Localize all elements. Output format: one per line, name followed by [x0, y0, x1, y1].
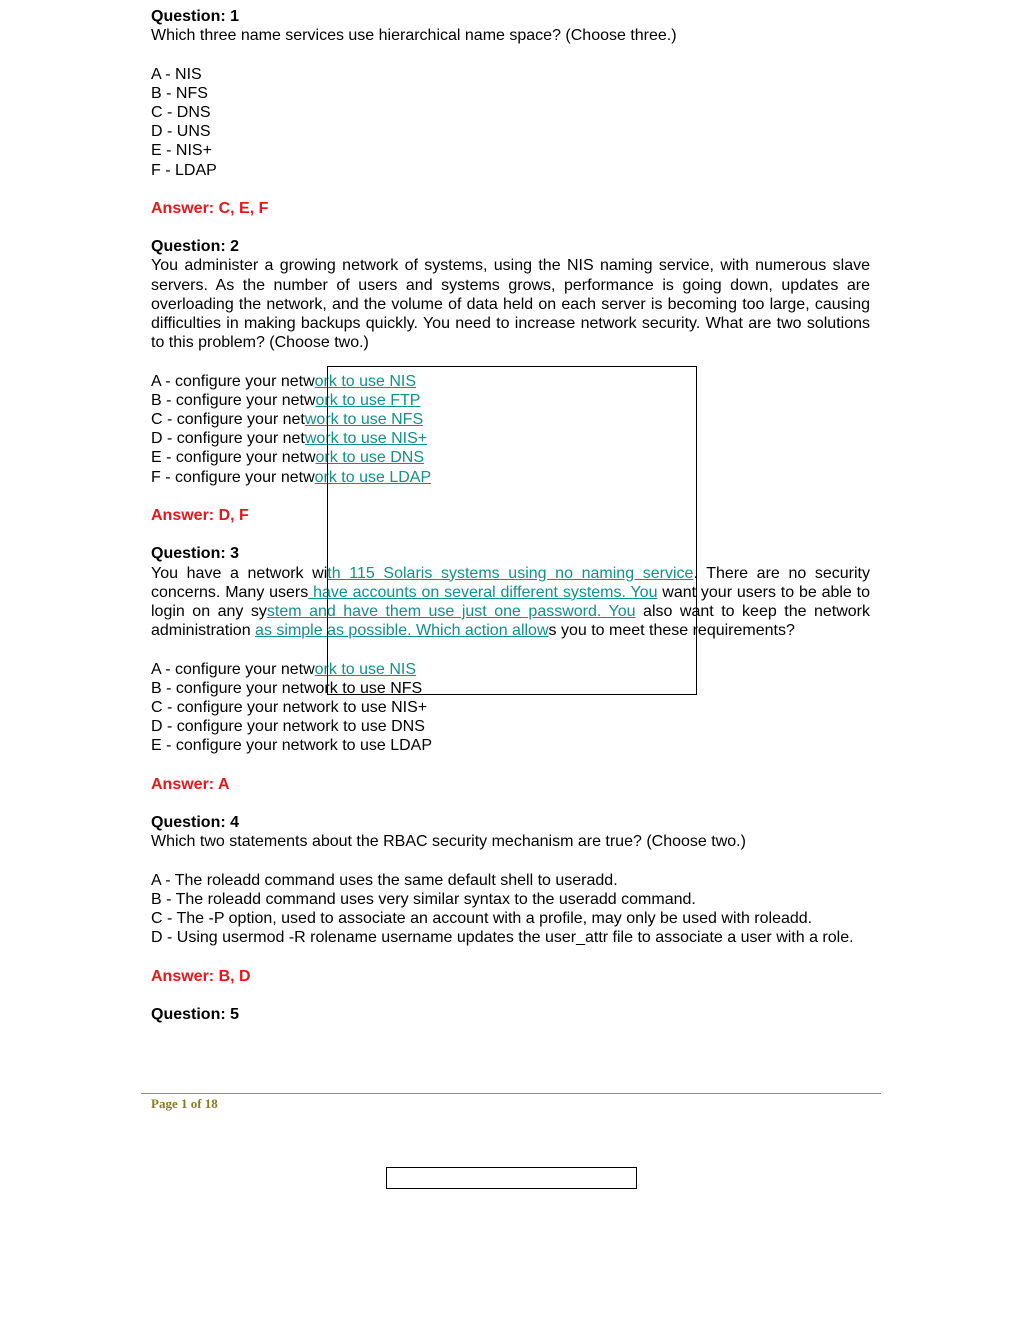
option-link[interactable]: ork to use NIS — [314, 372, 417, 390]
question-2-answer: Answer: D, F — [151, 506, 249, 524]
option-prefix: E - configure your netw — [151, 449, 316, 467]
question-2-heading: Question: 2 — [151, 238, 240, 256]
question-4-text: Which two statements about the RBAC security mechanism are true? (Choose two.) — [151, 833, 746, 851]
option-prefix: D - configure your net — [151, 430, 305, 448]
option-prefix: C - configure your net — [151, 411, 305, 429]
question-1-option-f: F - LDAP — [151, 161, 217, 179]
question-3-heading: Question: 3 — [151, 545, 240, 563]
option-link[interactable]: work to use NFS — [304, 411, 424, 429]
option-prefix: B - configure your netw — [151, 391, 316, 409]
option-prefix: A - configure your netw — [151, 660, 315, 678]
question-1-option-b: B - NFS — [151, 84, 208, 102]
question-3-option-b: B - configure your network to use NFS — [151, 679, 423, 697]
text-link[interactable]: have accounts on several different systems. You — [308, 583, 658, 601]
option-link[interactable]: ork to use DNS — [315, 449, 425, 467]
question-1-option-c: C - DNS — [151, 103, 211, 121]
question-4-option-d: D - Using usermod -R rolename username updates the user_attr file to associate a user with a role. — [151, 929, 854, 947]
selection-box — [327, 366, 697, 695]
option-link[interactable]: ork to use FTP — [315, 391, 421, 409]
question-4-answer: Answer: B, D — [151, 967, 251, 985]
option-link[interactable]: ork to use NIS — [314, 660, 417, 678]
question-1-option-d: D - UNS — [151, 123, 211, 141]
question-2-text: You administer a growing network of systems, using the NIS naming service, with numerous slave servers. As the number of users and systems grows, performance is going down, updates are overloading the network, and the volume of data held on each server is becoming too large, causing difficulties in making backups quickly. You need to increase network security. What are two solutions to this problem? (Choose two.) — [151, 257, 870, 352]
question-3-option-d: D - configure your network to use DNS — [151, 718, 425, 736]
question-1-heading: Question: 1 — [151, 8, 240, 25]
text-part: also want to keep the network administration — [151, 602, 871, 640]
question-1-text: Which three name services use hierarchical name space? (Choose three.) — [151, 27, 677, 45]
question-3-option-c: C - configure your network to use NIS+ — [151, 698, 428, 716]
text-part: s you to meet these requirements? — [548, 622, 795, 640]
question-4-heading: Question: 4 — [151, 814, 240, 832]
text-part: You have a network wi — [151, 564, 328, 582]
question-5-heading: Question: 5 — [151, 1005, 240, 1023]
option-link[interactable]: work to use NIS+ — [304, 430, 428, 448]
text-link[interactable]: stem and have them use just one password. You — [266, 602, 636, 620]
footer-divider — [141, 1093, 881, 1094]
option-prefix: F - configure your netw — [151, 468, 315, 486]
question-3-option-e: E - configure your network to use LDAP — [151, 737, 433, 755]
question-1-option-e: E - NIS+ — [151, 142, 212, 160]
question-4-option-b: B - The roleadd command uses very similar syntax to the useradd command. — [151, 890, 696, 908]
empty-form-field-box[interactable] — [386, 1167, 637, 1189]
text-link[interactable]: th 115 Solaris systems using no naming service — [327, 564, 694, 582]
question-3-answer: Answer: A — [151, 775, 230, 793]
text-link[interactable]: as simple as possible. Which action allow — [255, 622, 549, 640]
text-part: want your users to be able to login on any sy — [151, 583, 870, 620]
option-prefix: A - configure your netw — [151, 372, 315, 390]
option-link[interactable]: ork to use LDAP — [314, 468, 432, 486]
page-number: Page 1 of 18 — [151, 1096, 218, 1111]
question-4-option-a: A - The roleadd command uses the same default shell to useradd. — [151, 871, 618, 889]
question-1-answer: Answer: C, E, F — [151, 199, 269, 217]
question-1-option-a: A - NIS — [151, 65, 202, 83]
text-part: . There are no security concerns. Many users — [151, 564, 871, 601]
question-4-option-c: C - The -P option, used to associate an account with a profile, may only be used with roleadd. — [151, 909, 813, 927]
